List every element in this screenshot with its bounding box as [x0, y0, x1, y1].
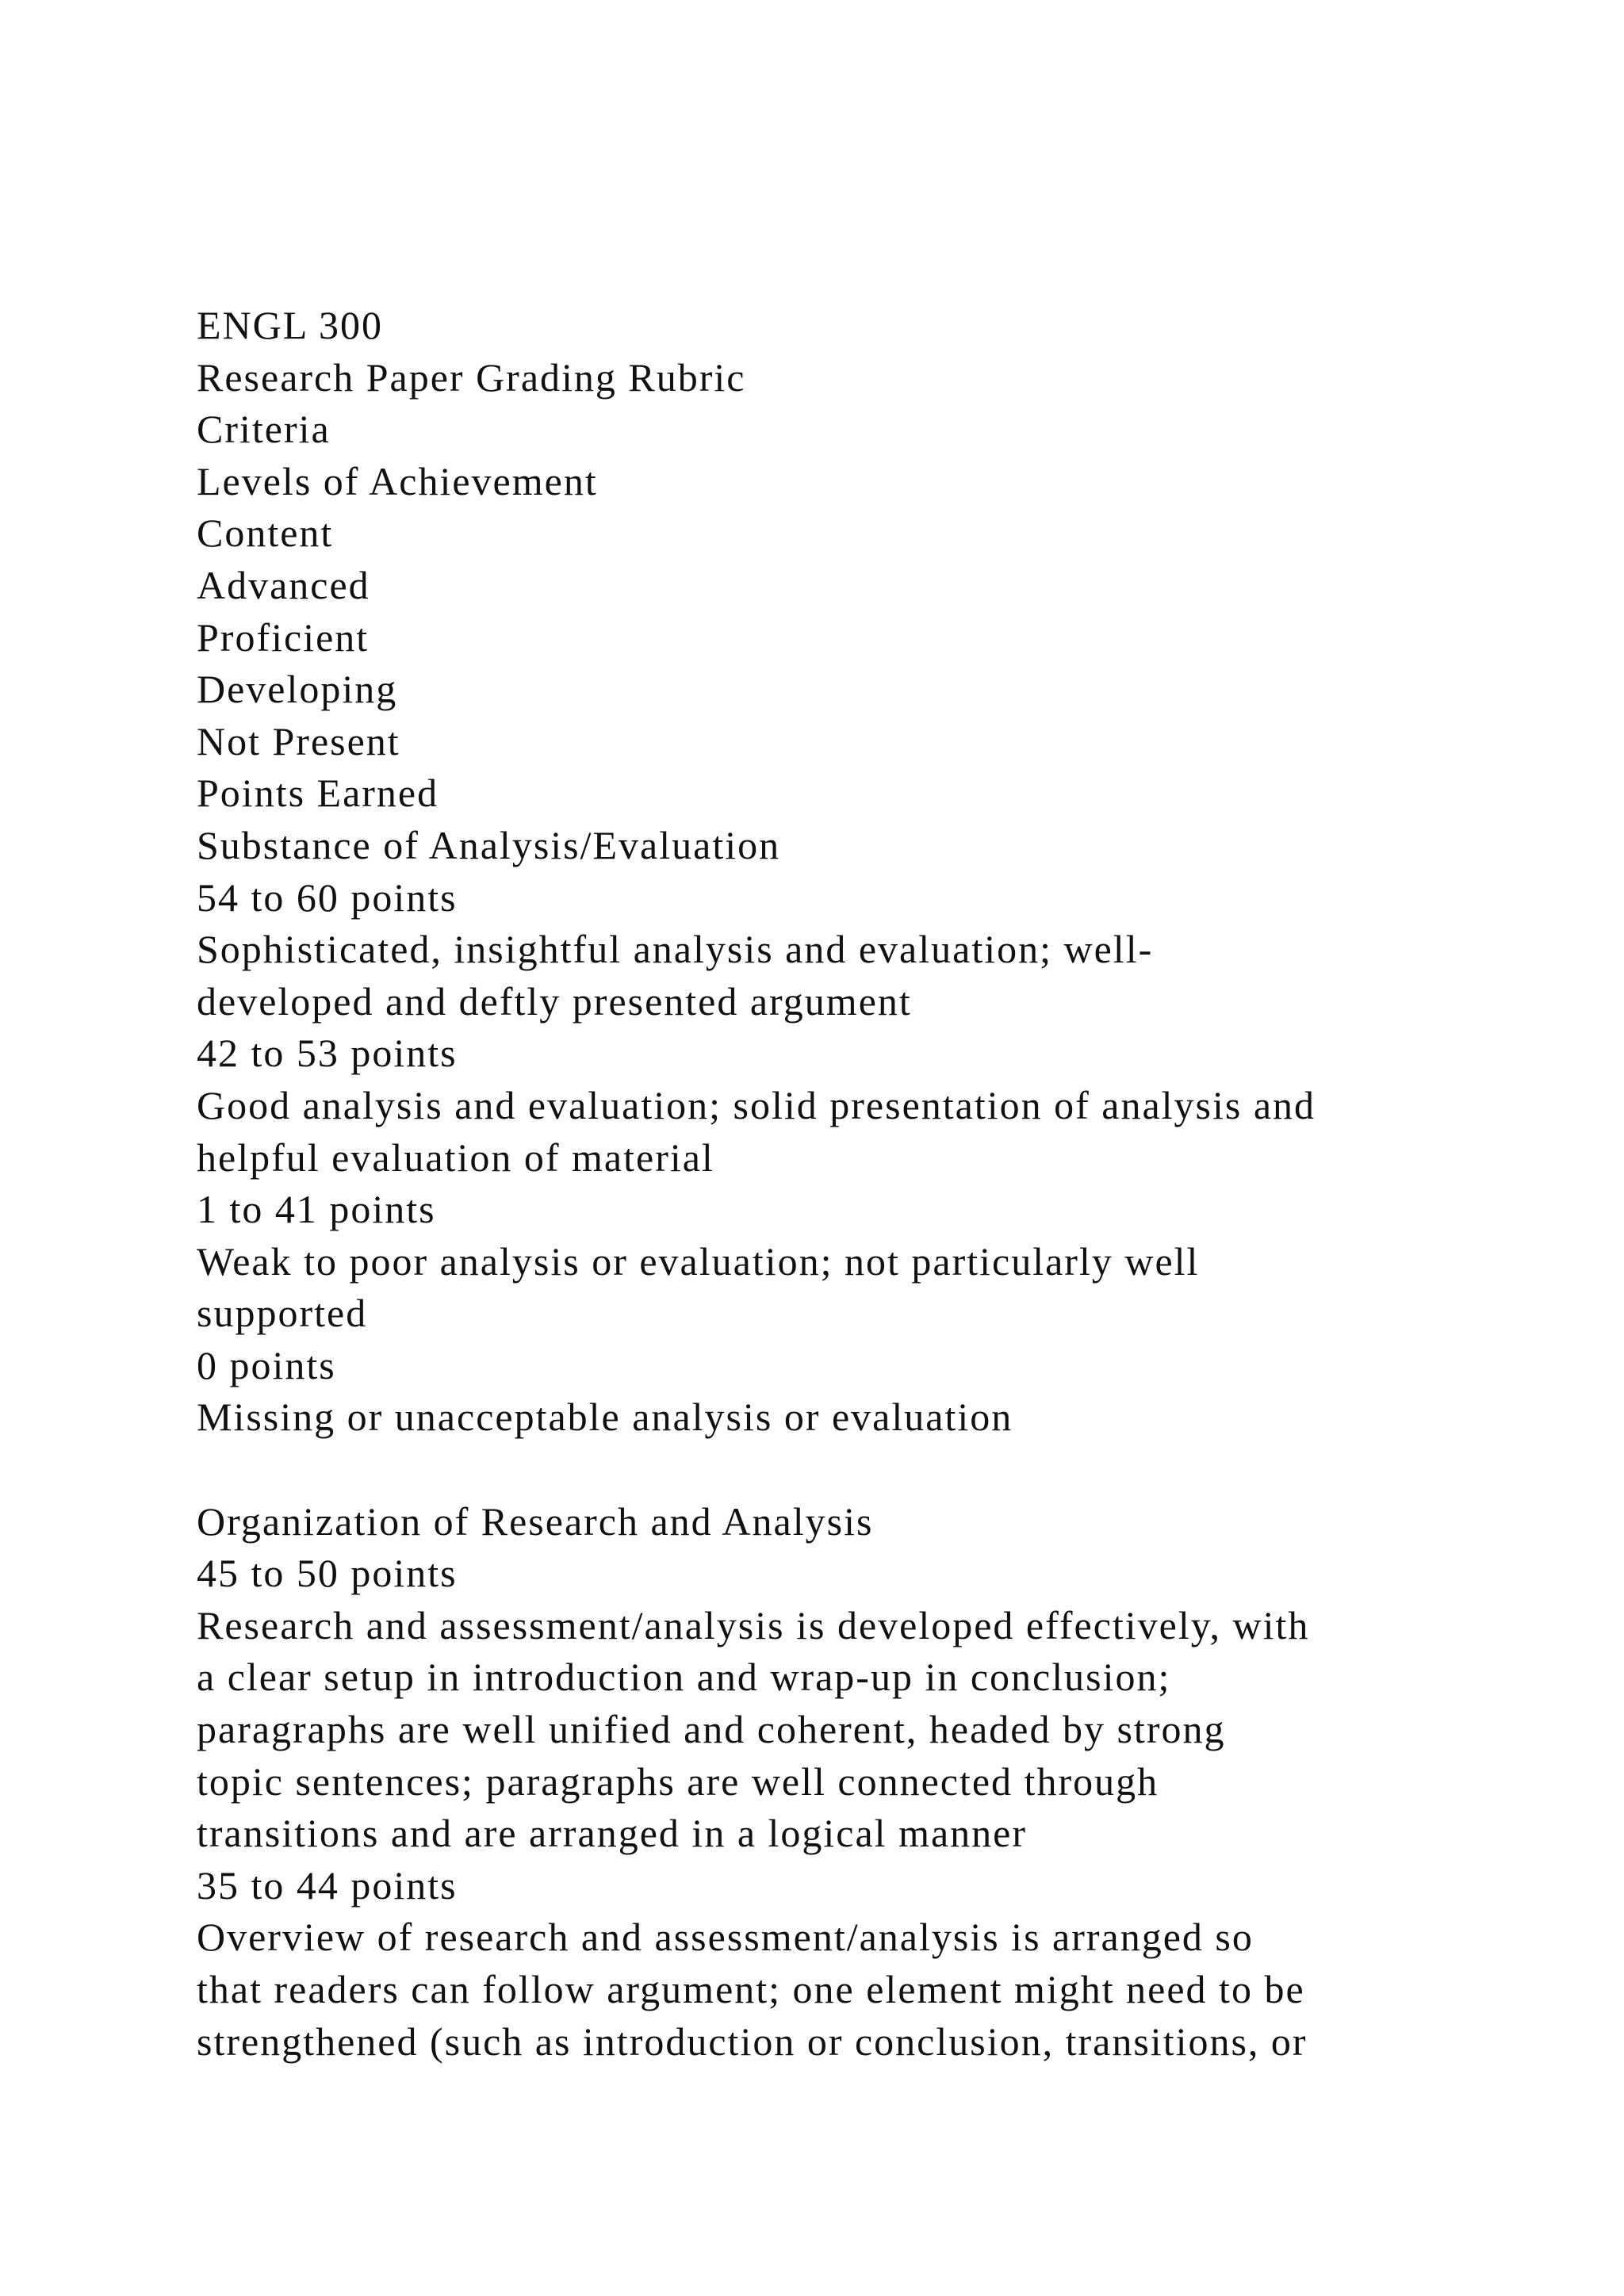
developing-description: Weak to poor analysis or evaluation; not particularly well — [197, 1238, 1200, 1284]
proficient-description: helpful evaluation of material — [197, 1135, 714, 1180]
advanced-description: developed and deftly presented argument — [197, 978, 912, 1024]
level-advanced: Advanced — [197, 562, 370, 607]
criterion-name: Organization of Research and Analysis — [197, 1498, 874, 1544]
proficient-description: that readers can follow argument; one element might need to be — [197, 1967, 1305, 2011]
advanced-points: 54 to 60 points — [197, 874, 458, 920]
proficient-description: strengthened (such as introduction or conclusion, transitions, or — [197, 2019, 1308, 2064]
proficient-points: 42 to 53 points — [197, 1031, 458, 1076]
course-code: ENGL 300 — [197, 303, 383, 347]
level-proficient: Proficient — [197, 614, 370, 660]
developing-points: 1 to 41 points — [197, 1187, 436, 1232]
header-levels: Levels of Achievement — [197, 458, 598, 503]
advanced-description: Sophisticated, insightful analysis and evaluation; well- — [197, 927, 1154, 972]
level-developing: Developing — [197, 667, 398, 712]
blank-line — [197, 1444, 1561, 1496]
advanced-description: a clear setup in introduction and wrap-up in conclusion; — [197, 1655, 1171, 1700]
level-not-present: Not Present — [197, 718, 400, 763]
advanced-description: Research and assessment/analysis is developed effectively, with — [197, 1602, 1310, 1647]
not-present-points: 0 points — [197, 1342, 336, 1387]
header-content: Content — [197, 511, 334, 556]
document-title: Research Paper Grading Rubric — [197, 354, 746, 400]
proficient-points: 35 to 44 points — [197, 1862, 458, 1908]
rubric-text — [197, 300, 1561, 2068]
proficient-description: Good analysis and evaluation; solid presentation of analysis and — [197, 1082, 1316, 1127]
proficient-description: Overview of research and assessment/analysis is arranged so — [197, 1915, 1254, 1960]
not-present-description: Missing or unacceptable analysis or evaluation — [197, 1395, 1013, 1440]
header-points-earned: Points Earned — [197, 771, 439, 816]
advanced-description: transitions and are arranged in a logical manner — [197, 1811, 1028, 1856]
criterion-name: Substance of Analysis/Evaluation — [197, 822, 781, 867]
developing-description: supported — [197, 1291, 368, 1336]
advanced-description: topic sentences; paragraphs are well connected through — [197, 1758, 1159, 1804]
advanced-description: paragraphs are well unified and coherent, headed by strong — [197, 1707, 1226, 1752]
advanced-points: 45 to 50 points — [197, 1551, 458, 1596]
header-criteria: Criteria — [197, 407, 331, 452]
